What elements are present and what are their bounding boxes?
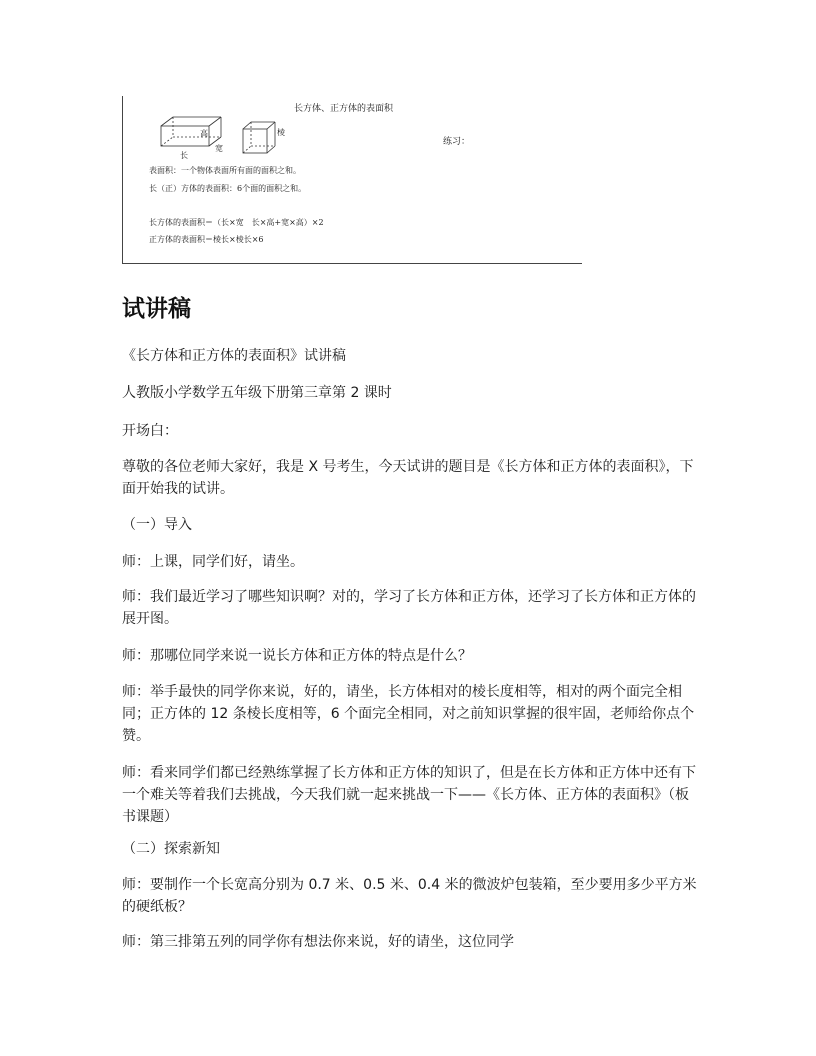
label-height: 高 <box>200 129 208 138</box>
blackboard-figure <box>122 96 582 264</box>
paragraph-problem: 师：要制作一个长宽高分别为 0.7 米、0.5 米、0.4 米的微波炉包装箱，至少要用多少平方米的硬纸板？ <box>122 877 697 915</box>
board-line-2: 长（正）方体的表面积：6个面的面积之和。 <box>149 184 307 193</box>
section-heading-explore: （二）探索新知 <box>122 841 220 857</box>
document-heading: 试讲稿 <box>122 296 191 322</box>
board-line-3: 长方体的表面积＝（长×宽 长×高+宽×高）×2 <box>149 218 324 227</box>
paragraph-answer: 师：举手最快的同学你来说，好的，请坐，长方体相对的棱长度相等，相对的两个面完全相同；正方体的 12 条棱长度相等，6 个面完全相同，对之前知识掌握的很牢固，老师给你点个赞。 <box>122 684 695 744</box>
board-line-1: 表面积：一个物体表面所有面的面积之和。 <box>149 166 301 175</box>
paragraph-opening: 尊敬的各位老师大家好，我是 X 号考生，今天试讲的题目是《长方体和正方体的表面积》，下面开始我的试讲。 <box>122 459 694 497</box>
paragraph-lesson-title: 《长方体和正方体的表面积》试讲稿 <box>122 348 346 364</box>
board-line-4: 正方体的表面积＝棱长×棱长×6 <box>149 235 264 244</box>
cuboid-drawing <box>161 117 221 146</box>
board-title: 长方体、正方体的表面积 <box>294 104 394 114</box>
paragraph-question: 师：那哪位同学来说一说长方体和正方体的特点是什么？ <box>122 648 472 664</box>
paragraph-topic: 师：看来同学们都已经熟练掌握了长方体和正方体的知识了，但是在长方体和正方体中还有下一个难关等着我们去挑战，今天我们就一起来挑战一下——《长方体、正方体的表面积》（板书课题） <box>122 765 696 825</box>
cube-drawing <box>243 122 275 153</box>
practice-label: 练习： <box>443 137 471 147</box>
section-heading-intro: （一）导入 <box>122 517 192 533</box>
paragraph-textbook: 人教版小学数学五年级下册第三章第 2 课时 <box>122 385 392 401</box>
paragraph-opening-label: 开场白： <box>122 423 178 439</box>
label-width: 宽 <box>215 144 223 153</box>
paragraph-greeting: 师：上课，同学们好，请坐。 <box>122 554 304 570</box>
label-edge: 棱 <box>277 128 285 137</box>
paragraph-review: 师：我们最近学习了哪些知识啊？对的，学习了长方体和正方体，还学习了长方体和正方体的展开图。 <box>122 589 696 627</box>
label-length: 长 <box>180 151 188 160</box>
paragraph-student: 师：第三排第五列的同学你有想法你来说，好的请坐，这位同学 <box>122 934 514 950</box>
